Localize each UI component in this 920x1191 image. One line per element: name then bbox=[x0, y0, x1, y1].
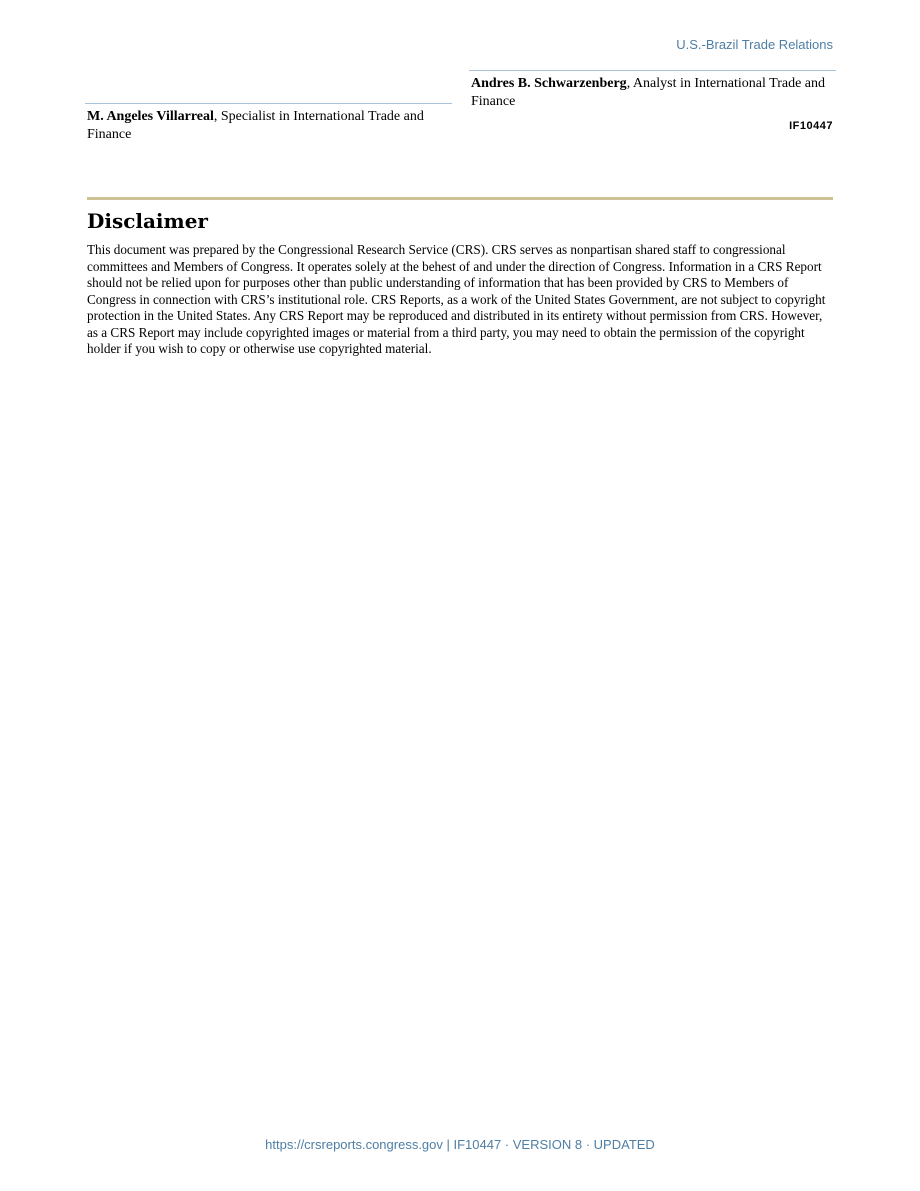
author-name: M. Angeles Villarreal bbox=[87, 109, 214, 124]
author-divider bbox=[469, 70, 836, 71]
section-divider bbox=[87, 197, 833, 200]
footer-link[interactable]: https://crsreports.congress.gov | IF10447 · VERSION 8 · UPDATED bbox=[265, 1137, 655, 1152]
disclaimer-heading: Disclaimer bbox=[87, 209, 208, 233]
author-divider bbox=[85, 103, 452, 104]
disclaimer-body: This document was prepared by the Congressional Research Service (CRS). CRS serves as nonpartisan shared staff to congressional committees and Members of Congress. It operates solely at the behest of and under the direction of Congress. Information in a CRS Report should not be relied upon for purposes other than public understanding of information that has been provided by CRS to Members of Congress in connection with CRS’s institutional role. CRS Reports, as a work of the United States Government, are not subject to copyright protection in the United States. Any CRS Report may be reproduced and distributed in its entirety without permission from CRS. However, as a CRS Report may include copyrighted images or material from a third party, you may need to obtain the permission of the copyright holder if you wish to copy or otherwise use copyrighted material. bbox=[87, 242, 826, 356]
author-credit bbox=[85, 108, 452, 144]
report-id: IF10447 bbox=[789, 120, 833, 132]
author-block-villarreal bbox=[85, 103, 452, 144]
running-header-title: U.S.-Brazil Trade Relations bbox=[676, 37, 833, 52]
author-title: , Analyst in International Trade and Finance bbox=[471, 76, 825, 109]
author-credit bbox=[469, 75, 836, 111]
author-name: Andres B. Schwarzenberg bbox=[471, 76, 627, 91]
author-title: , Specialist in International Trade and Finance bbox=[87, 109, 424, 142]
author-block-schwarzenberg bbox=[469, 70, 836, 111]
